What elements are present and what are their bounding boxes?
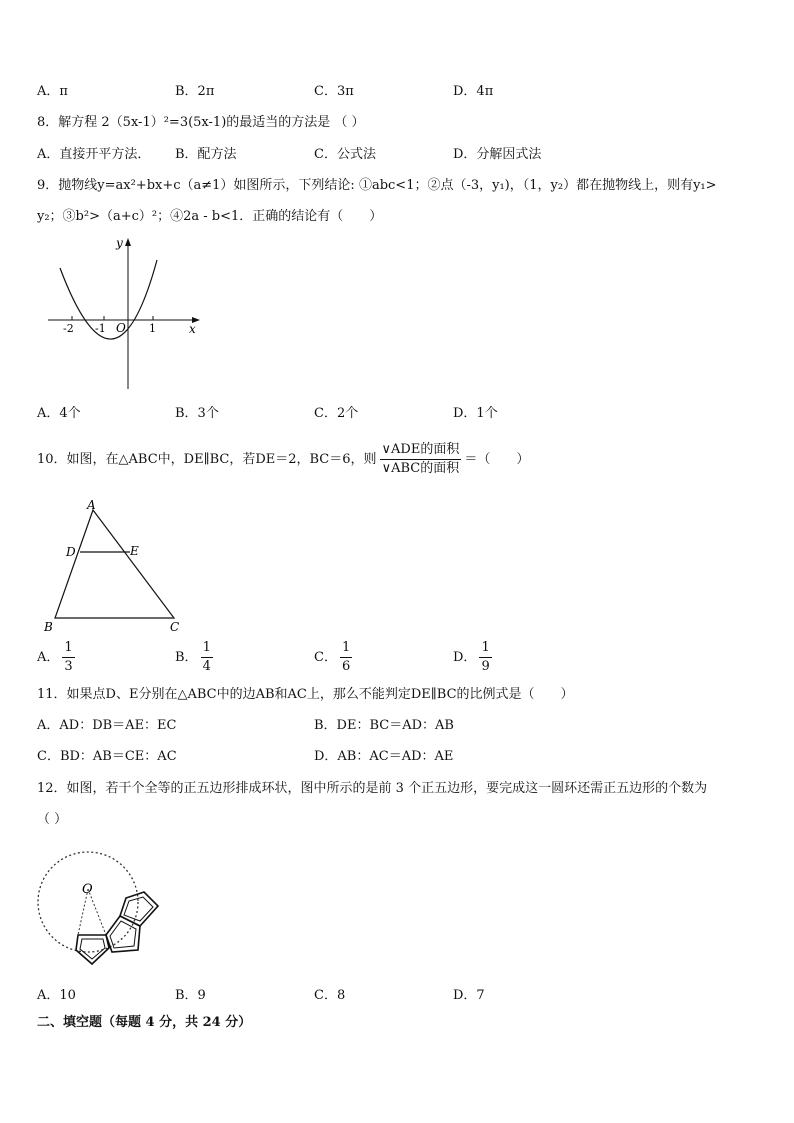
pentagon-ring-figure [36,840,176,976]
label-d: D [66,545,76,559]
q8-option-c: C．公式法 [314,147,376,162]
q10-option-a-label: A． [37,650,60,665]
q9-option-a: A．4个 [37,406,81,421]
q10-option-d [453,639,495,677]
q8-option-d: D．分解因式法 [453,147,542,162]
q7-option-c: C．3π [314,84,354,99]
q10-option-a-num: 1 [62,640,74,658]
label-e: E [130,544,139,558]
center-label-o: O [82,882,93,897]
q10-option-c [314,639,355,677]
q9-option-d: D．1个 [453,406,498,421]
q7-option-b: B．2π [175,84,215,99]
q9-option-c: C．2个 [314,406,359,421]
q9-option-b: B．3个 [175,406,219,421]
q10-option-b-label: B． [175,650,198,665]
q11-option-c: C．BD：AB＝CE：AC [37,749,177,764]
q10-option-c-num: 1 [340,640,352,658]
triangle-figure [38,494,188,636]
q8-option-b: B．配方法 [175,147,237,162]
origin-label: O [116,321,126,335]
label-c: C [170,620,180,634]
q10-option-b-num: 1 [201,640,213,658]
q12-option-b: B．9 [175,988,206,1003]
q8-stem: 8．解方程 2（5x-1）²=3(5x-1)的最适当的方法是 （ ） [37,115,365,130]
q7-option-a: A．π [37,84,68,99]
label-b: B [44,620,53,634]
q7-option-d: D．4π [453,84,494,99]
section-heading: 二、填空题（每题 4 分，共 24 分） [37,1015,252,1030]
q10-frac-den: ∨ABC的面积 [381,461,460,476]
q10-option-d-num: 1 [479,640,491,658]
q11-option-a: A．AD：DB＝AE：EC [37,718,177,733]
q12-stem-line2: （ ） [37,812,68,827]
q10-option-b [175,639,216,677]
q10-stem-post: ＝（ ） [464,452,530,467]
tick-label-1: 1 [149,322,156,335]
q11-stem: 11．如果点D、E分别在△ABC中的边AB和AC上，那么不能判定DE∥BC的比例式是（ ） [37,687,574,702]
q12-option-a: A．10 [37,988,76,1003]
q11-option-b: B．DE：BC＝AD：AB [314,718,454,733]
q10-option-d-label: D． [453,650,477,665]
q10-option-c-den: 6 [341,659,351,674]
q12-stem-line1: 12．如图，若干个全等的正五边形排成环状，图中所示的是前 3 个正五边形，要完成这一圆环还需正五边形的个数为 [37,781,708,796]
q10-option-a [37,639,78,677]
q10-stem-pre: 10．如图，在△ABC中，DE∥BC，若DE＝2，BC＝6，则 [37,452,377,467]
q10-option-d-den: 9 [481,659,490,674]
q12-option-c: C．8 [314,988,346,1003]
x-axis-label: x [189,322,196,336]
q10-ratio-fraction [380,442,462,477]
tick-label-neg1: -1 [95,322,106,335]
q9-stem-line2: y₂；③b²>（a+c）²；④2a - b<1．正确的结论有（ ） [37,209,383,224]
parabola-graph [40,232,210,394]
q9-stem-line1: 9．抛物线y=ax²+bx+c（a≠1）如图所示，下列结论: ①abc<1；②点（-3，y₁)，（1，y₂）都在抛物线上，则有y₁> [37,178,717,193]
y-axis-label: y [116,236,123,250]
q10-option-b-den: 4 [202,659,211,674]
tick-label-neg2: -2 [63,322,74,335]
q10-frac-num: ∨ADE的面积 [380,442,462,460]
q8-option-a: A．直接开平方法． [37,147,151,162]
q10-option-a-den: 3 [64,659,73,674]
q10-stem [37,440,529,480]
q12-option-d: D．7 [453,988,485,1003]
label-a: A [87,498,96,512]
q11-option-d: D．AB：AC＝AD：AE [314,749,454,764]
q10-option-c-label: C． [314,650,337,665]
